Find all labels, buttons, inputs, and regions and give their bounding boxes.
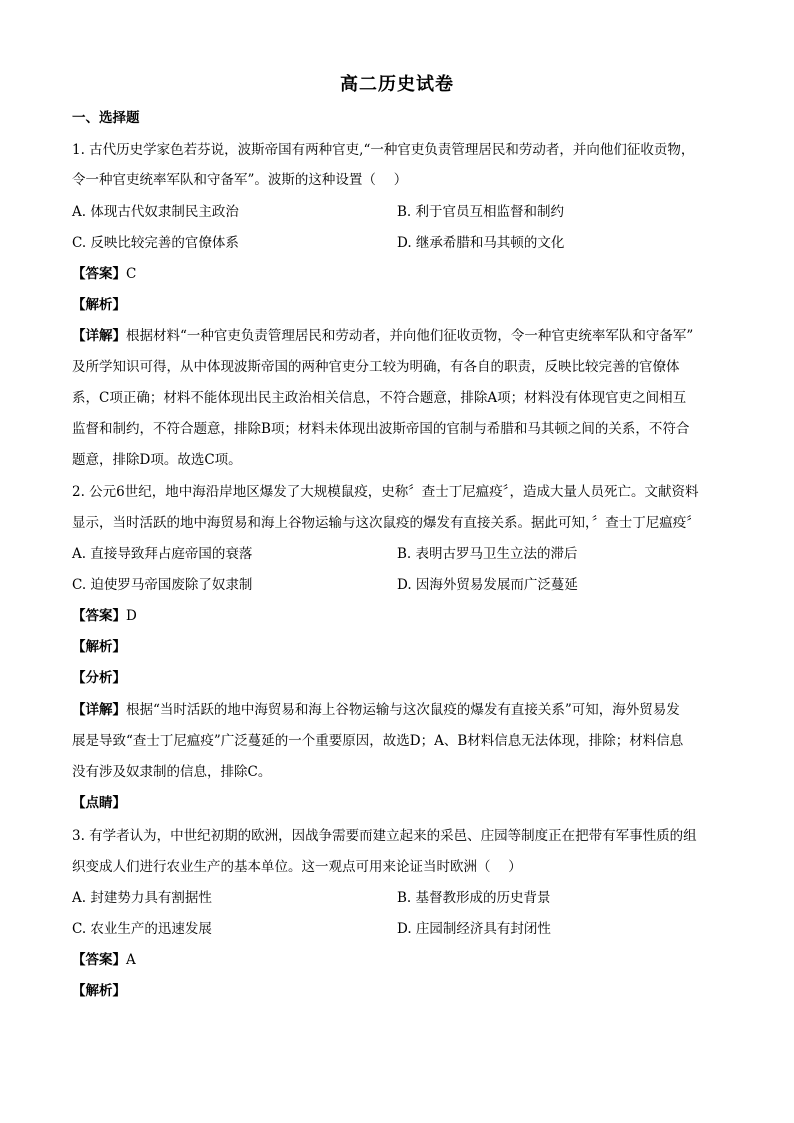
q1-answer <box>72 264 732 284</box>
q2-fenxi-tag: 【分析】 <box>72 670 126 686</box>
q1-option-c: C. 反映比较完善的官僚体系 <box>72 235 239 251</box>
q2-option-a: A. 直接导致拜占庭帝国的衰落 <box>72 546 253 562</box>
q2-detail-line-1 <box>72 700 732 720</box>
q2-detail-line-2: 展是导致“查士丁尼瘟疫”广泛蔓延的一个重要原因，故选D；A、B材料信息无法体现，排除；材料信息 <box>72 733 684 749</box>
q1-detail-line-5: 题意，排除D项。故选C项。 <box>72 452 242 468</box>
q1-detail-line-1 <box>72 326 732 346</box>
q1-stem-line-1: 1. 古代历史学家色若芬说，波斯帝国有两种官吏,“一种官吏负责管理居民和劳动者，并向他们征收贡物， <box>72 142 695 158</box>
q1-option-d: D. 继承希腊和马其顿的文化 <box>397 235 565 251</box>
q1-detail-line-4: 监督和制约，不符合题意，排除B项；材料未体现出波斯帝国的官制与希腊和马其顿之间的关系，不符合 <box>72 421 690 437</box>
q1-analysis-tag: 【解析】 <box>72 297 126 313</box>
q2-detail-line-3: 没有涉及奴隶制的信息，排除C。 <box>72 764 272 780</box>
q3-answer-tag: 【答案】 <box>72 952 126 968</box>
q3-answer-value: A <box>126 952 136 968</box>
q2-detail-text-1: 根据“当时活跃的地中海贸易和海上谷物运输与这次鼠疫的爆发有直接关系”可知，海外贸易发 <box>126 702 680 718</box>
q2-analysis-tag: 【解析】 <box>72 639 126 655</box>
q2-stem-line-2: 显示，当时活跃的地中海贸易和海上谷物运输与这次鼠疫的爆发有直接关系。据此可知，〞查士丁尼瘟疫〞 <box>72 515 700 531</box>
q1-stem-line-2: 令一种官吏统率军队和守备军”。波斯的这种设置（ ） <box>72 172 408 188</box>
q3-analysis-tag: 【解析】 <box>72 983 126 999</box>
q2-answer-value: D <box>126 608 137 624</box>
q1-option-a: A. 体现古代奴隶制民主政治 <box>72 204 239 220</box>
q1-detail-line-3: 系，C项正确；材料不能体现出民主政治相关信息，不符合题意，排除A项；材料没有体现官吏之间相互 <box>72 390 687 406</box>
page-title: 高二历史试卷 <box>340 74 454 95</box>
q1-detail-text-1: 根据材料“一种官吏负责管理居民和劳动者，并向他们征收贡物，令一种官吏统率军队和守备军” <box>126 328 694 344</box>
q3-option-b: B. 基督教形成的历史背景 <box>397 890 551 906</box>
q1-detail-tag: 【详解】 <box>72 328 126 344</box>
q2-option-b: B. 表明古罗马卫生立法的滞后 <box>397 546 578 562</box>
q1-detail-line-2: 及所学知识可得，从中体现波斯帝国的两种官吏分工较为明确，有各自的职责，反映比较完善的官僚体 <box>72 359 680 375</box>
q2-answer-tag: 【答案】 <box>72 608 126 624</box>
q1-answer-tag: 【答案】 <box>72 266 126 282</box>
q2-detail-tag: 【详解】 <box>72 702 126 718</box>
q1-answer-value: C <box>126 266 137 282</box>
q3-answer <box>72 950 732 970</box>
section-heading: 一、选择题 <box>72 110 140 126</box>
q3-stem-line-2: 织变成人们进行农业生产的基本单位。这一观点可用来论证当时欧洲（ ） <box>72 859 522 875</box>
q2-option-c: C. 迫使罗马帝国废除了奴隶制 <box>72 577 253 593</box>
q2-stem-line-1: 2. 公元6世纪，地中海沿岸地区爆发了大规模鼠疫，史称〞查士丁尼瘟疫〞，造成大量人员死亡。文献资料 <box>72 484 699 500</box>
q2-option-d: D. 因海外贸易发展而广泛蔓延 <box>397 577 578 593</box>
q3-option-c: C. 农业生产的迅速发展 <box>72 921 212 937</box>
q3-stem-line-1: 3. 有学者认为，中世纪初期的欧洲，因战争需要而建立起来的采邑、庄园等制度正在把带有军事性质的组 <box>72 828 697 844</box>
q3-option-a: A. 封建势力具有割据性 <box>72 890 212 906</box>
q2-dianjing-tag: 【点睛】 <box>72 795 126 811</box>
q2-answer <box>72 606 732 626</box>
q1-option-b: B. 利于官员互相监督和制约 <box>397 204 565 220</box>
q3-option-d: D. 庄园制经济具有封闭性 <box>397 921 551 937</box>
